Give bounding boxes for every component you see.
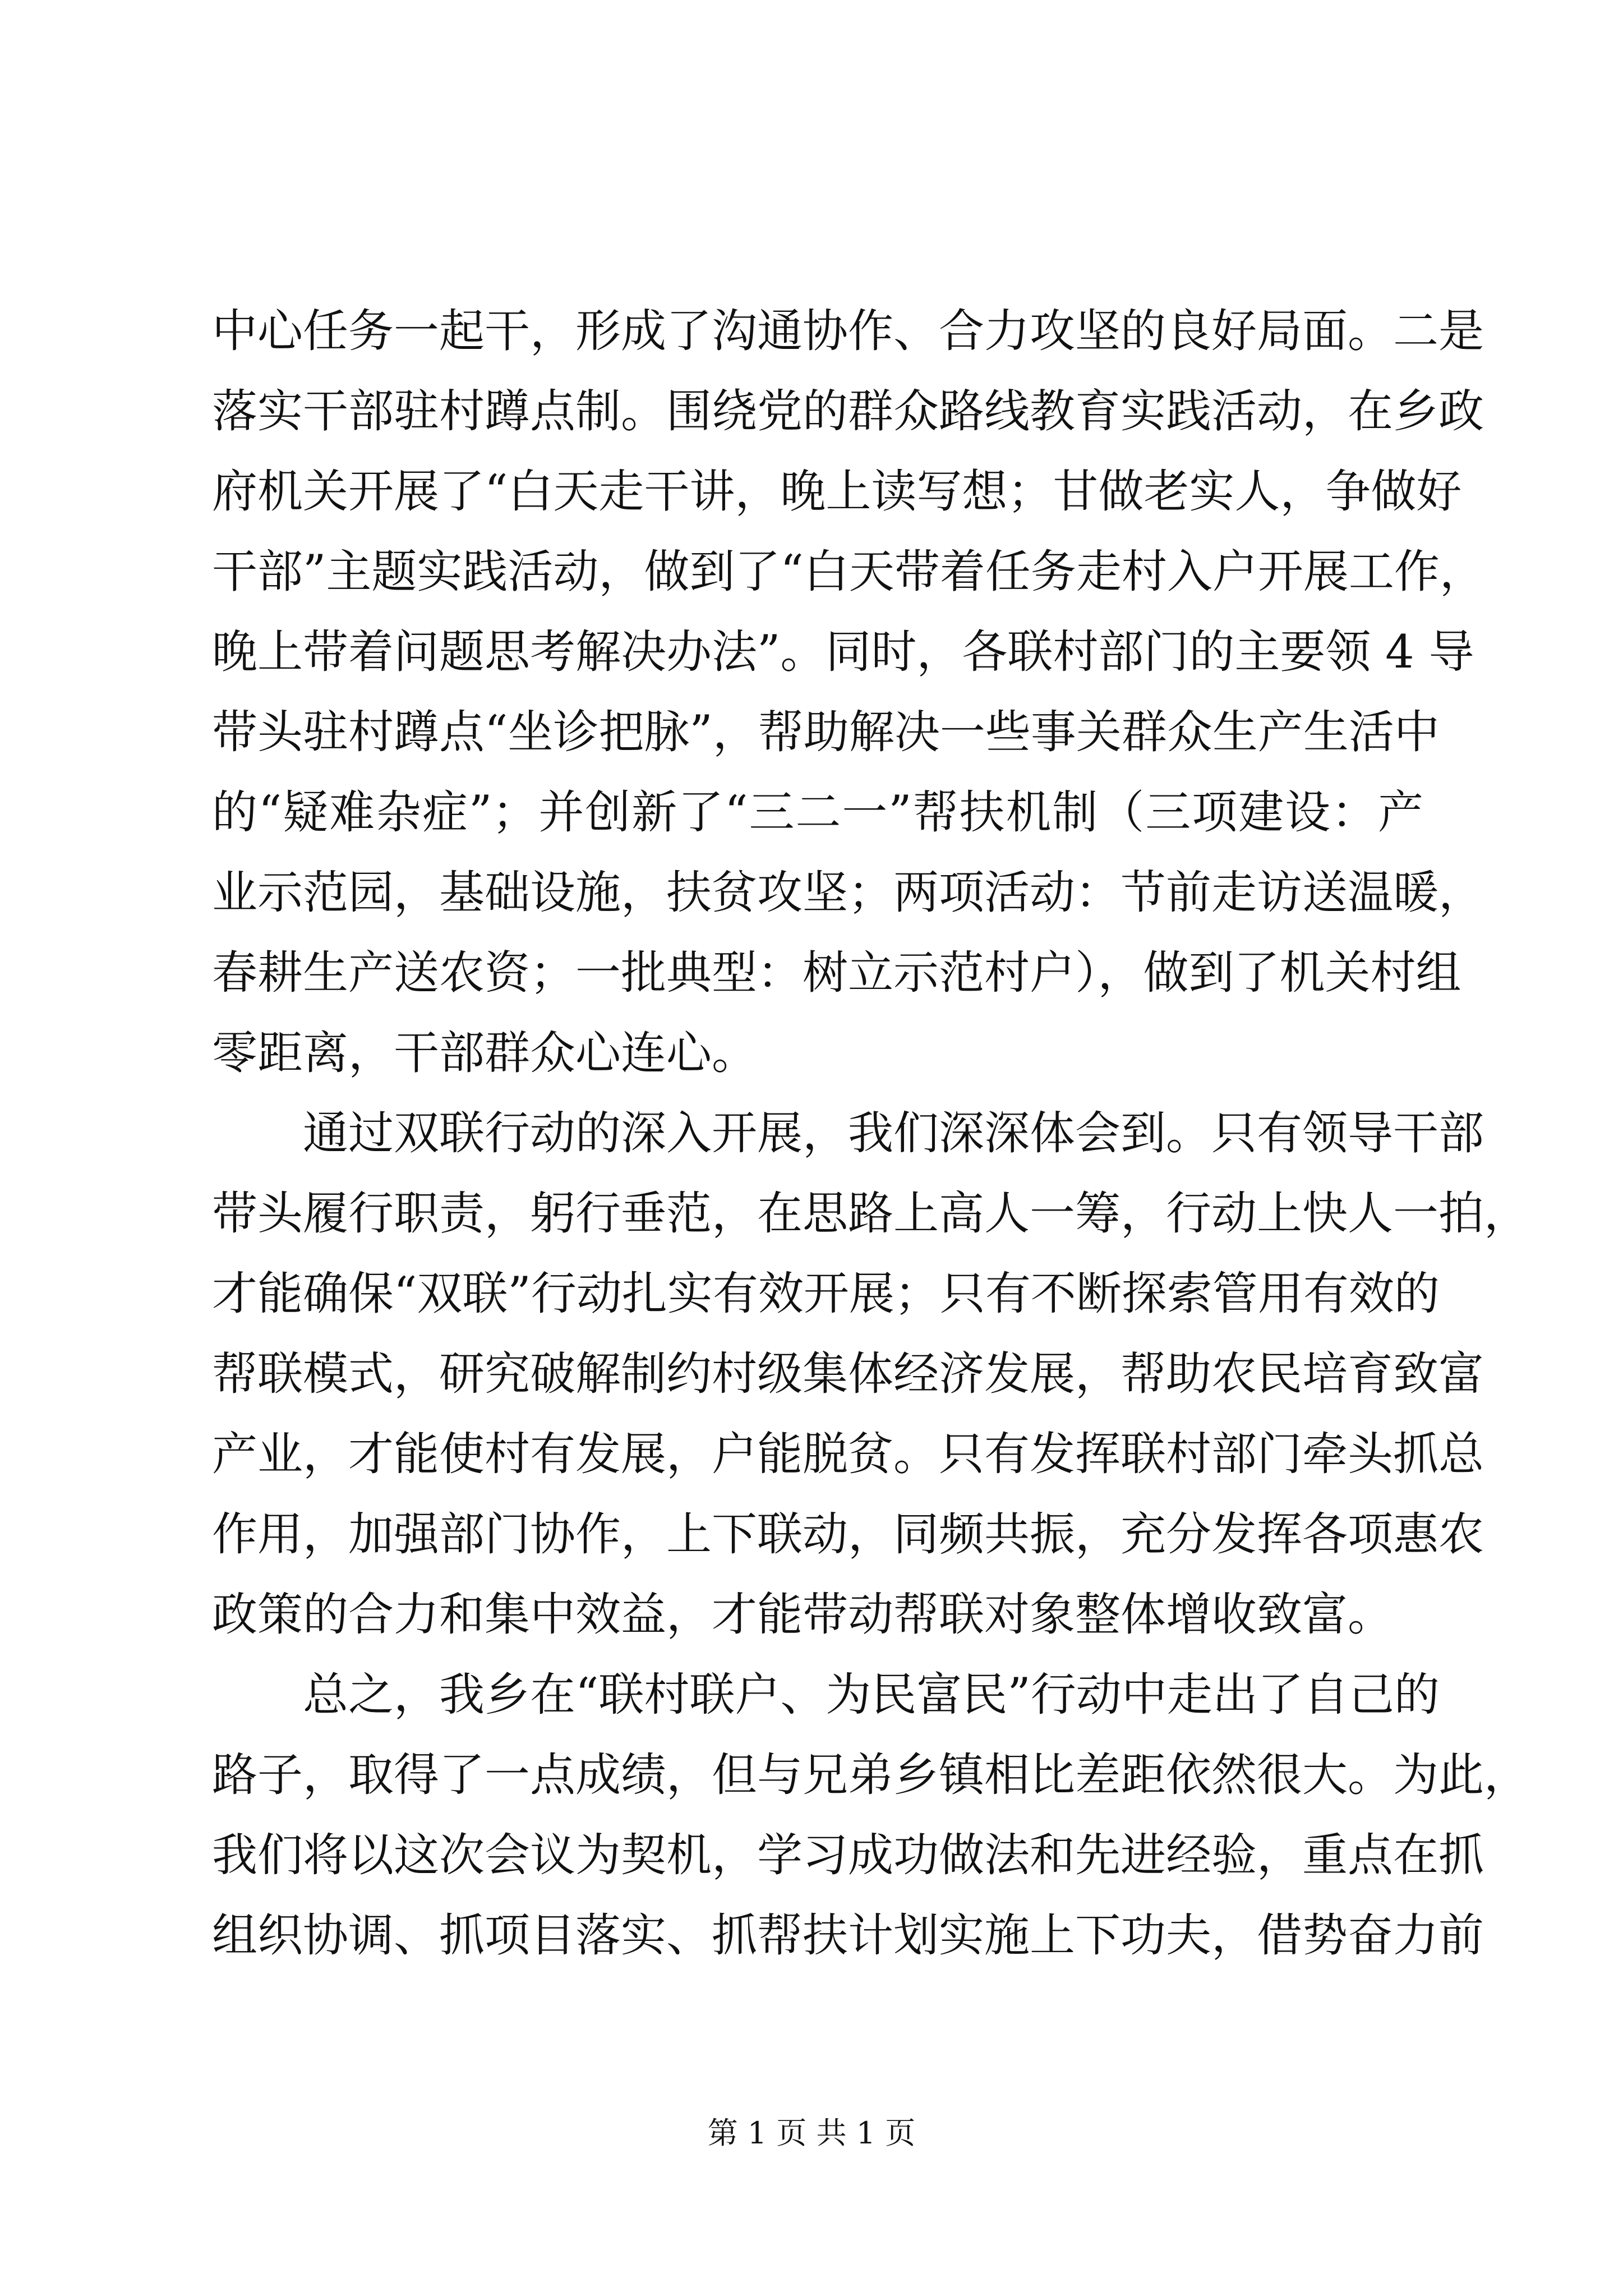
text-line: 零距离，干部群众心连心。 xyxy=(212,1027,758,1080)
text-line: 产业，才能使村有发展，户能脱贫。只有发挥联村部门牵头抓总 xyxy=(212,1428,1484,1481)
text-line: 业示范园，基础设施，扶贫攻坚；两项活动：节前走访送温暖， xyxy=(212,867,1484,919)
text-line: 晚上带着问题思考解决办法”。同时，各联村部门的主要领 4 导 xyxy=(212,626,1474,679)
text-line: 总之，我乡在“联村联户、为民富民”行动中走出了自己的 xyxy=(303,1669,1440,1722)
paragraph-3 xyxy=(212,1655,1530,1976)
text-line: 才能确保“双联”行动扎实有效开展；只有不断探索管用有效的 xyxy=(212,1268,1440,1320)
page-footer xyxy=(0,2114,1623,2153)
text-line: 带头驻村蹲点“坐诊把脉”，帮助解决一些事关群众生产生活中 xyxy=(212,706,1440,759)
text-line: 带头履行职责，躬行垂范，在思路上高人一筹，行动上快人一拍， xyxy=(212,1188,1530,1240)
text-line: 干部”主题实践活动，做到了“白天带着任务走村入户开展工作， xyxy=(212,546,1485,599)
text-line: 帮联模式，研究破解制约村级集体经济发展，帮助农民培育致富 xyxy=(212,1348,1484,1401)
page-number-label: 第 1 页 共 1 页 xyxy=(707,2115,916,2151)
text-line: 路子，取得了一点成绩，但与兄弟乡镇相比差距依然很大。为此， xyxy=(212,1749,1530,1802)
text-line: 春耕生产送农资；一批典型：树立示范村户），做到了机关村组 xyxy=(212,947,1461,1000)
text-line: 中心任务一起干，形成了沟通协作、合力攻坚的良好局面。二是 xyxy=(212,305,1484,358)
text-line: 作用，加强部门协作，上下联动，同频共振，充分发挥各项惠农 xyxy=(212,1508,1484,1561)
text-line: 落实干部驻村蹲点制。围绕党的群众路线教育实践活动，在乡政 xyxy=(212,385,1484,438)
body-text xyxy=(212,292,1530,1976)
text-line: 的“疑难杂症”；并创新了“三二一”帮扶机制（三项建设：产 xyxy=(212,786,1423,839)
text-line: 我们将以这次会议为契机，学习成功做法和先进经验，重点在抓 xyxy=(212,1829,1484,1882)
text-line: 组织协调、抓项目落实、抓帮扶计划实施上下功夫，借势奋力前 xyxy=(212,1910,1484,1962)
text-line: 府机关开展了“白天走干讲，晚上读写想；甘做老实人，争做好 xyxy=(212,466,1462,518)
paragraph-1 xyxy=(212,292,1485,1094)
text-line: 通过双联行动的深入开展，我们深深体会到。只有领导干部 xyxy=(303,1107,1484,1160)
paragraph-2 xyxy=(212,1094,1530,1655)
text-line: 政策的合力和集中效益，才能带动帮联对象整体增收致富。 xyxy=(212,1589,1394,1641)
